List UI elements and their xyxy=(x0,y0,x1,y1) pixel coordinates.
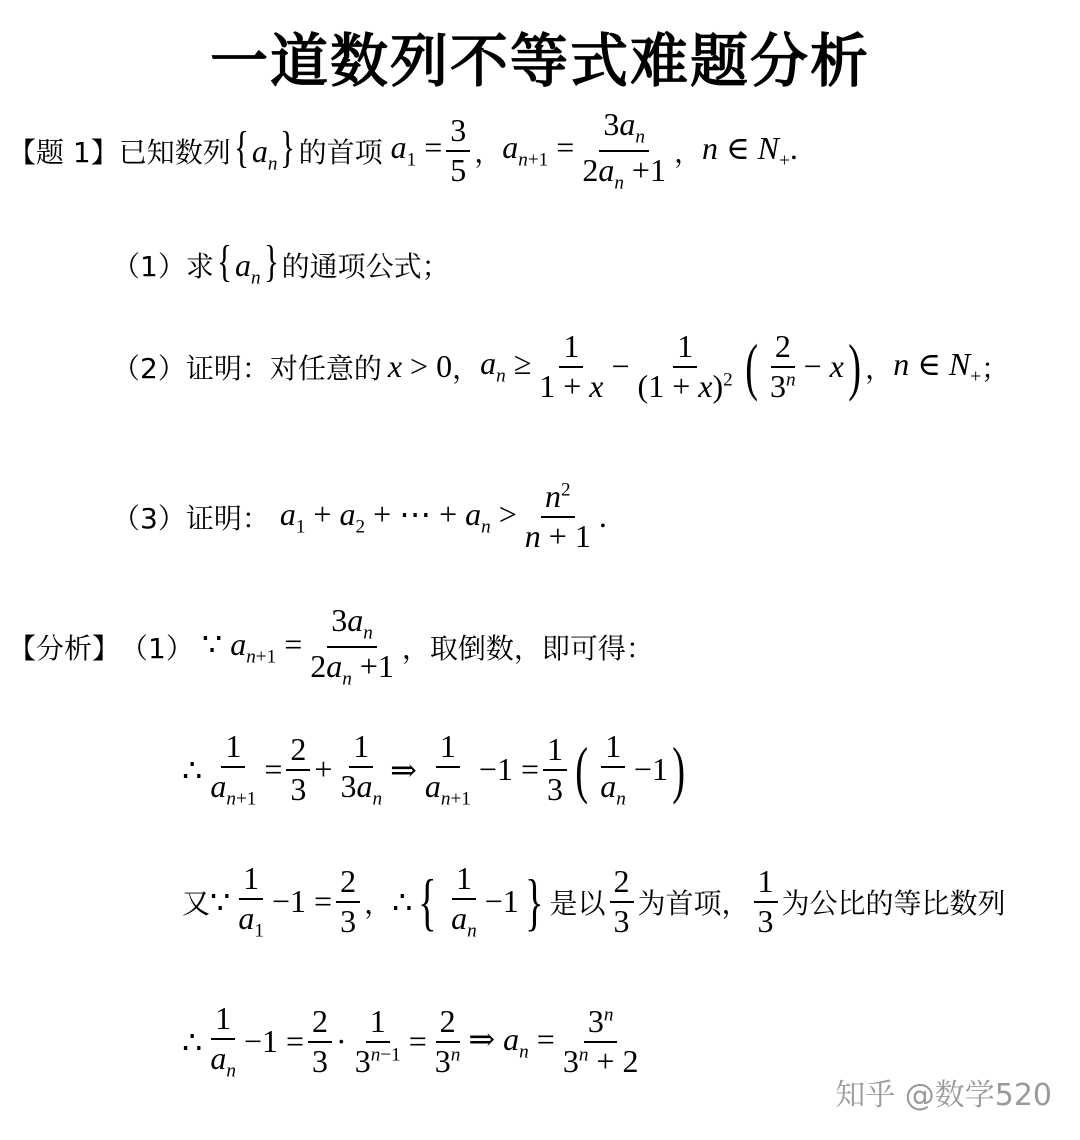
page-title: 一道数列不等式难题分析 xyxy=(209,27,870,95)
analysis-step-4: ∴ $\frac{1}{a_n}$ −1 = $\frac{2}{3}$ · $\frac{1}{3^{n-1}}$ = $\frac{2}{3^n}$ ⇒ $a_n$ = $\frac{3^n}{3^n + 2}$ xyxy=(182,1000,639,1081)
question-2: （2）证明：对任意的 x > 0 ， $a_n$ ≥ $\frac{1}{1 + x}$ − $\frac{1}{(1 + x)^2}$ ( $\frac{2}{3^n}$ − x ) ， n ∈ $N_+$ ； xyxy=(112,328,1010,404)
watermark: 知乎 @数学520 xyxy=(835,1078,1052,1113)
problem-statement: 【题 1】 已知数列 $\{a_n\}$ 的首项 $a_1$ = $\frac{3}{5}$ ， $a_{n+1}$ = $\frac{3a_n}{2a_n +1}$ ， n ∈ $N_+$. xyxy=(8,106,798,193)
analysis-step-1: 【分析】 （1） ∵ $a_{n+1}$ = $\frac{3a_n}{2a_n +1}$ ，取倒数，即可得： xyxy=(8,602,654,689)
analysis-step-3: 又 ∵ $\frac{1}{a_1}$ −1 = $\frac{2}{3}$ ， ∴ { $\frac{1}{a_n}$ −1 } 是以 $\frac{2}{3}$ 为首项， $\frac{1}{3}$ 为公比的等比数列 xyxy=(182,860,1006,941)
analysis-step-2: ∴ $\frac{1}{a_{n+1}}$ = $\frac{2}{3}$ + $\frac{1}{3a_n}$ ⇒ $\frac{1}{a_{n+1}}$ −1 = $\frac{1}{3}$ ( $\frac{1}{a_n}$ −1 ) xyxy=(182,728,685,809)
analysis-label: 【分析】 xyxy=(8,631,121,665)
problem-label: 【题 1】 xyxy=(8,135,119,169)
question-3: （3）证明： $a_1 + a_2$ + ⋯ + $a_n$ > $\frac{n^2}{n + 1}$ . xyxy=(112,478,607,554)
stem-first-term: 的首项 xyxy=(298,135,383,169)
a1-fraction: $\frac{3}{5}$ xyxy=(446,114,470,187)
recurrence-fraction: $\frac{3a_n}{2a_n +1}$ xyxy=(582,106,666,193)
question-1: （1）求 $\{a_n\}$ 的通项公式； xyxy=(112,237,450,289)
stem-intro: 已知数列 xyxy=(118,135,231,169)
